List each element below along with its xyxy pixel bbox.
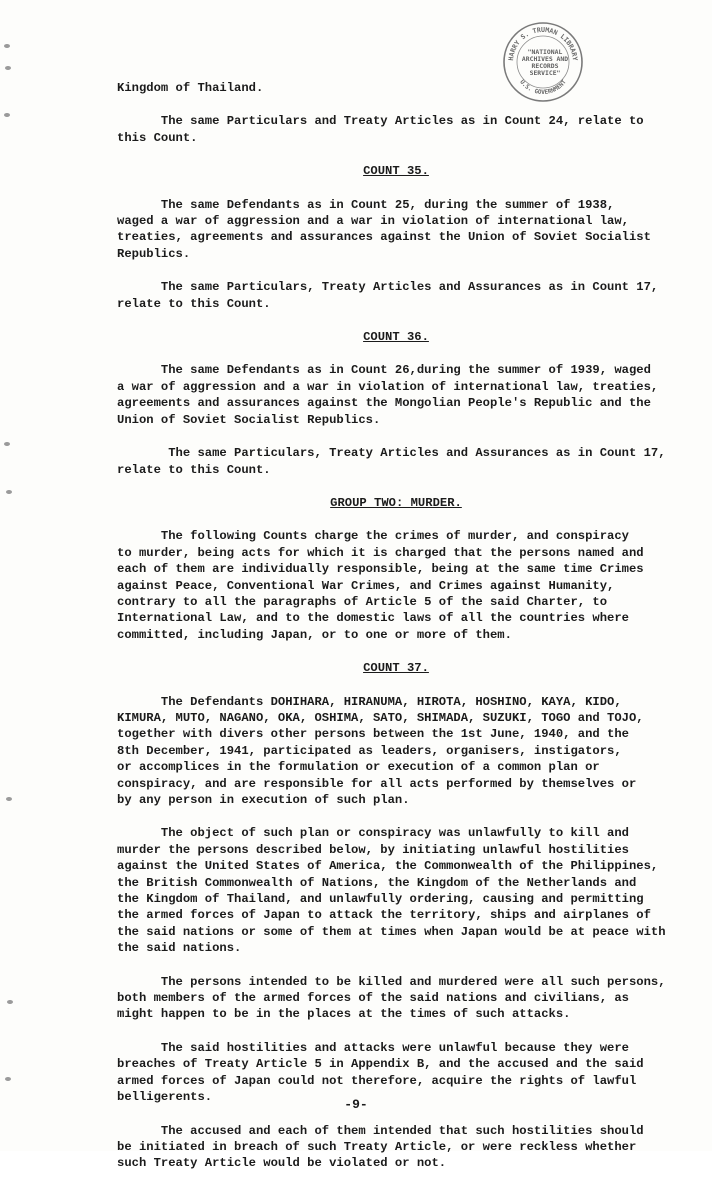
stamp-center-line-4: SERVICE" [529, 69, 561, 77]
page-number: -9- [344, 1097, 368, 1112]
text-line: agreements and assurances against the Mongolian People's Republic and the [117, 396, 651, 411]
text-line: the said nations or some of them at times when Japan would be at peace with [117, 924, 666, 939]
text-line: the said nations. [117, 941, 242, 956]
text-line: or accomplices in the formulation or execution of a common plan or [117, 760, 600, 775]
text-line: each of them are individually responsible, being at the same time Crimes [117, 562, 644, 577]
text-line: The said hostilities and attacks were unlawful because they were [117, 1040, 629, 1055]
count-37-paragraph-5 [117, 1123, 665, 1172]
text-line: contrary to all the paragraphs of Article 5 of the said Charter, to [117, 594, 608, 609]
document-body [117, 80, 665, 1189]
margin-mark [7, 1000, 13, 1004]
count-35-paragraph-2 [117, 279, 665, 312]
margin-mark [4, 113, 10, 117]
text-line: The same Defendants as in Count 26,during the summer of 1939, waged [117, 363, 651, 378]
text-line: treaties, agreements and assurances against the Union of Soviet Socialist [117, 230, 651, 245]
text-line: The accused and each of them intended that such hostilities should [117, 1123, 644, 1138]
text-line: this Count. [117, 130, 198, 145]
count-35-heading: COUNT 35. [363, 164, 429, 179]
text-line: by any person in execution of such plan. [117, 793, 410, 807]
text-line: The following Counts charge the crimes of murder, and conspiracy [117, 529, 629, 544]
margin-mark [4, 44, 10, 48]
stamp-center-line-1: "NATIONAL [527, 48, 563, 56]
text-line: The same Particulars, Treaty Articles and Assurances as in Count 17, [117, 280, 659, 295]
text-line: against the United States of America, the Commonwealth of the Philippines, [117, 859, 659, 874]
margin-mark [6, 797, 12, 801]
text-line: such Treaty Article would be violated or not. [117, 1156, 447, 1171]
margin-mark [6, 490, 12, 494]
margin-mark [4, 442, 10, 446]
text-line: against Peace, Conventional War Crimes, and Crimes against Humanity, [117, 578, 615, 593]
text-line: Republics. [117, 246, 191, 261]
stamp-ring-text: HARRY S. TRUMAN LIBRARY [506, 26, 580, 62]
text-line: belligerents. [117, 1090, 213, 1105]
stamp-center-line-2: ARCHIVES AND [521, 55, 569, 63]
text-line: The Defendants DOHIHARA, HIRANUMA, HIROTA, HOSHINO, KAYA, KIDO, [117, 694, 622, 709]
text-line: the Kingdom of Thailand, and unlawfully ordering, causing and permitting [117, 892, 644, 907]
count-37-heading: COUNT 37. [363, 661, 429, 676]
group-two-heading: GROUP TWO: MURDER. [330, 495, 462, 510]
intro-line: Kingdom of Thailand. [117, 81, 264, 95]
margin-mark [5, 1077, 11, 1081]
text-line: The same Defendants as in Count 25, during the summer of 1938, [117, 197, 615, 212]
text-line: relate to this Count. [117, 296, 271, 311]
count-37-paragraph-4 [117, 1040, 665, 1106]
text-line: both members of the armed forces of the said nations and civilians, as [117, 991, 629, 1006]
text-line: murder the persons described below, by initiating unlawful hostilities [117, 842, 629, 857]
stamp-center-line-3: RECORDS [531, 62, 559, 70]
count-36-paragraph-1 [117, 362, 665, 428]
group-two-paragraph [117, 528, 665, 643]
text-line: 8th December, 1941, participated as leaders, organisers, instigators, [117, 743, 622, 758]
text-line: be initiated in breach of such Treaty Article, or were reckless whether [117, 1139, 637, 1154]
margin-mark [5, 66, 11, 70]
text-line: breaches of Treaty Article 5 in Appendix B, and the accused and the said [117, 1057, 644, 1072]
text-line: the armed forces of Japan to attack the territory, ships and airplanes of [117, 908, 651, 923]
count-37-paragraph-1 [117, 694, 665, 809]
count-37-paragraph-2 [117, 825, 665, 956]
text-line: might happen to be in the places at the times of such attacks. [117, 1007, 571, 1022]
text-line: waged a war of aggression and a war in violation of international law, [117, 214, 629, 229]
text-line: The persons intended to be killed and murdered were all such persons, [117, 974, 666, 989]
text-line: armed forces of Japan could not therefore, acquire the rights of lawful [117, 1073, 637, 1088]
count-37-paragraph-3 [117, 974, 665, 1023]
text-line: the British Commonwealth of Nations, the Kingdom of the Netherlands and [117, 875, 637, 890]
text-line: KIMURA, MUTO, NAGANO, OKA, OSHIMA, SATO, SHIMADA, SUZUKI, TOGO and TOJO, [117, 710, 644, 725]
intro-paragraph [117, 113, 665, 146]
text-line: Union of Soviet Socialist Republics. [117, 412, 381, 427]
text-line: International Law, and to the domestic laws of all the countries where [117, 611, 629, 626]
text-line: a war of aggression and a war in violation of international law, treaties, [117, 379, 659, 394]
text-line: The same Particulars, Treaty Articles and Assurances as in Count 17, [117, 446, 666, 461]
stamp-bottom-text: U.S. GOVERNMENT [518, 78, 568, 96]
text-line: committed, including Japan, or to one or more of them. [117, 627, 512, 642]
count-36-heading: COUNT 36. [363, 330, 429, 345]
text-line: conspiracy, and are responsible for all acts performed by themselves or [117, 776, 637, 791]
text-line: relate to this Count. [117, 462, 271, 477]
count-35-paragraph-1 [117, 197, 665, 263]
count-36-paragraph-2 [117, 445, 665, 478]
text-line: The same Particulars and Treaty Articles as in Count 24, relate to [117, 114, 644, 129]
text-line: together with divers other persons between the 1st June, 1940, and the [117, 727, 629, 742]
text-line: to murder, being acts for which it is charged that the persons named and [117, 545, 644, 560]
text-line: The object of such plan or conspiracy was unlawfully to kill and [117, 826, 629, 841]
